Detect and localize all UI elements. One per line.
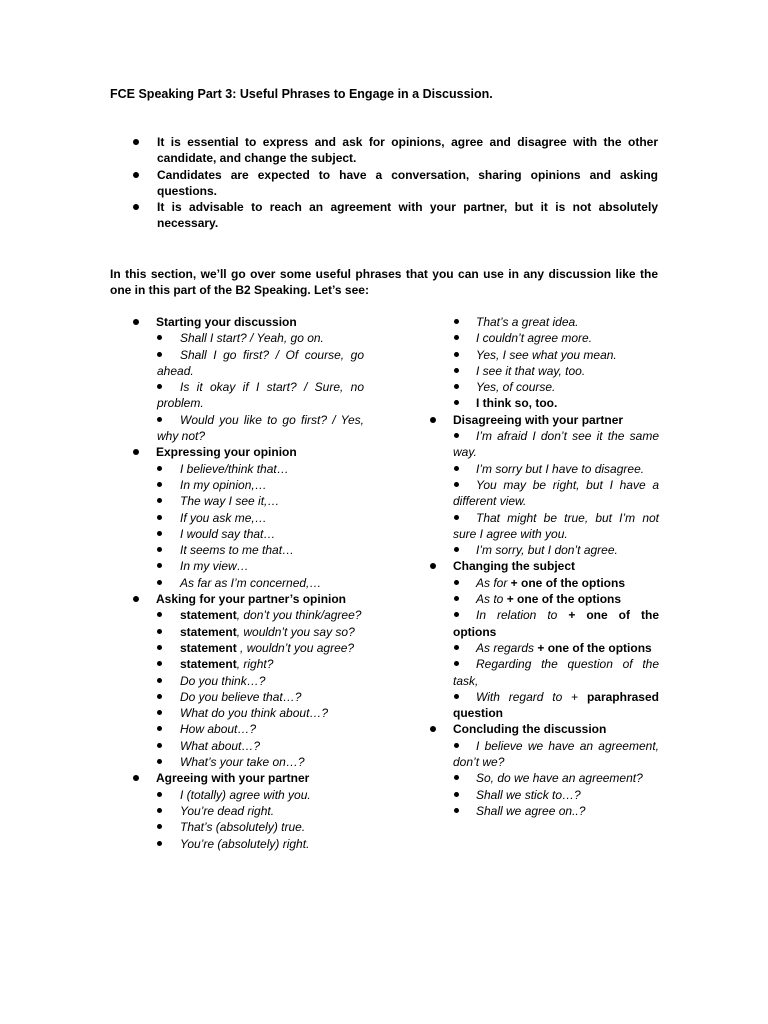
bullet-icon bbox=[157, 743, 162, 748]
list-item: With regard to + paraphrased question bbox=[453, 689, 659, 721]
list-item: In my view… bbox=[110, 558, 364, 574]
page-title: FCE Speaking Part 3: Useful Phrases to Engage in a Discussion. bbox=[110, 87, 493, 101]
list-item: Shall we stick to…? bbox=[423, 787, 659, 803]
list-item: You may be right, but I have a different view. bbox=[453, 477, 659, 509]
section-heading: Disagreeing with your partner bbox=[423, 412, 659, 428]
left-column bbox=[110, 314, 364, 852]
bullet-icon bbox=[454, 645, 459, 650]
bullet-icon bbox=[157, 466, 162, 471]
list-item: statement, don’t you think/agree? bbox=[110, 607, 364, 623]
list-item: statement, wouldn’t you say so? bbox=[110, 624, 364, 640]
bullet-icon bbox=[157, 629, 162, 634]
section-heading: Changing the subject bbox=[423, 558, 659, 574]
bullet-icon bbox=[454, 515, 459, 520]
bullet-icon bbox=[157, 694, 162, 699]
bullet-icon bbox=[157, 482, 162, 487]
bullet-icon bbox=[157, 808, 162, 813]
list-item: In relation to + one of the options bbox=[453, 608, 659, 639]
list-item: What about…? bbox=[110, 738, 364, 754]
bullet-icon bbox=[133, 139, 139, 145]
list-item: Shall we agree on..? bbox=[423, 803, 659, 819]
list-item: I couldn’t agree more. bbox=[423, 330, 659, 346]
bullet-icon bbox=[157, 759, 162, 764]
intro-paragraph: In this section, we’ll go over some useful phrases that you can use in any discussion like the one in this part of the B2 Speaking. Let’s see: bbox=[110, 267, 658, 298]
section-heading: Asking for your partner’s opinion bbox=[110, 591, 364, 607]
bullet-icon bbox=[133, 204, 139, 210]
bullet-icon bbox=[454, 792, 459, 797]
list-item: That might be true, but I’m not sure I agree with you. bbox=[453, 510, 659, 541]
bullet-icon bbox=[454, 580, 459, 585]
bullet-icon bbox=[454, 466, 459, 471]
list-item: What’s your take on…? bbox=[110, 754, 364, 770]
section-heading: Concluding the discussion bbox=[423, 721, 659, 737]
list-item: As regards + one of the options bbox=[423, 640, 659, 656]
list-item: Shall I go first? / Of course, go ahead. bbox=[157, 347, 364, 378]
intro-point: Candidates are expected to have a conversation, sharing opinions and asking questions. bbox=[157, 167, 658, 200]
bullet-icon bbox=[157, 352, 162, 357]
list-item: The way I see it,… bbox=[110, 493, 364, 509]
intro-list bbox=[0, 134, 768, 232]
bullet-icon bbox=[157, 417, 162, 422]
bullet-icon bbox=[454, 368, 459, 373]
bullet-icon bbox=[454, 743, 459, 748]
list-item: I (totally) agree with you. bbox=[110, 787, 364, 803]
bullet-icon bbox=[133, 596, 139, 602]
bullet-icon bbox=[454, 694, 459, 699]
list-item: I would say that… bbox=[110, 526, 364, 542]
bullet-icon bbox=[454, 352, 459, 357]
bullet-icon bbox=[157, 580, 162, 585]
right-column bbox=[423, 314, 659, 819]
bullet-icon bbox=[157, 531, 162, 536]
list-item: Do you believe that…? bbox=[110, 689, 364, 705]
list-item: You’re dead right. bbox=[110, 803, 364, 819]
list-item: How about…? bbox=[110, 721, 364, 737]
list-item: If you ask me,… bbox=[110, 510, 364, 526]
section-heading: Expressing your opinion bbox=[110, 444, 364, 460]
bullet-icon bbox=[454, 319, 459, 324]
list-item: Yes, I see what you mean. bbox=[423, 347, 659, 363]
list-item: I’m sorry, but I don’t agree. bbox=[423, 542, 659, 558]
list-item: Is it okay if I start? / Sure, no problem. bbox=[157, 380, 364, 411]
list-item: Shall I start? / Yeah, go on. bbox=[110, 330, 364, 346]
bullet-icon bbox=[157, 841, 162, 846]
bullet-icon bbox=[133, 172, 139, 178]
list-item: I believe/think that… bbox=[110, 461, 364, 477]
list-item: So, do we have an agreement? bbox=[423, 770, 659, 786]
list-item: I believe we have an agreement, don’t we? bbox=[453, 738, 659, 770]
section-heading: Starting your discussion bbox=[110, 314, 364, 330]
bullet-icon bbox=[430, 563, 436, 569]
list-item: Do you think…? bbox=[110, 673, 364, 689]
list-item: In my opinion,… bbox=[110, 477, 364, 493]
list-item: Yes, of course. bbox=[423, 379, 659, 395]
list-item: I’m afraid I don’t see it the same way. bbox=[453, 429, 659, 460]
list-item: I think so, too. bbox=[423, 395, 659, 411]
bullet-icon bbox=[133, 319, 139, 325]
list-item: statement, right? bbox=[110, 656, 364, 672]
bullet-icon bbox=[157, 515, 162, 520]
intro-point: It is advisable to reach an agreement with your partner, but it is not absolutely necessary. bbox=[157, 199, 658, 232]
list-item: As to + one of the options bbox=[423, 591, 659, 607]
list-item: I’m sorry but I have to disagree. bbox=[423, 461, 659, 477]
bullet-icon bbox=[157, 645, 162, 650]
list-item: I see it that way, too. bbox=[423, 363, 659, 379]
list-item: It seems to me that… bbox=[110, 542, 364, 558]
bullet-icon bbox=[133, 775, 139, 781]
list-item: As far as I’m concerned,… bbox=[110, 575, 364, 591]
bullet-icon bbox=[430, 726, 436, 732]
list-item: You’re (absolutely) right. bbox=[110, 836, 364, 852]
bullet-icon bbox=[454, 482, 459, 487]
bullet-icon bbox=[157, 792, 162, 797]
intro-point: It is essential to express and ask for opinions, agree and disagree with the other candidate, and change the subject. bbox=[157, 134, 658, 167]
list-item: As for + one of the options bbox=[423, 575, 659, 591]
list-item: That’s (absolutely) true. bbox=[110, 819, 364, 835]
list-item: statement , wouldn’t you agree? bbox=[110, 640, 364, 656]
list-item: Would you like to go first? / Yes, why not? bbox=[157, 412, 364, 444]
bullet-icon bbox=[133, 449, 139, 455]
bullet-icon bbox=[430, 417, 436, 423]
list-item: That’s a great idea. bbox=[423, 314, 659, 330]
list-item: What do you think about…? bbox=[110, 705, 364, 721]
section-heading: Agreeing with your partner bbox=[110, 770, 364, 786]
list-item: Regarding the question of the task, bbox=[453, 657, 659, 688]
bullet-icon bbox=[454, 808, 459, 813]
bullet-icon bbox=[157, 678, 162, 683]
